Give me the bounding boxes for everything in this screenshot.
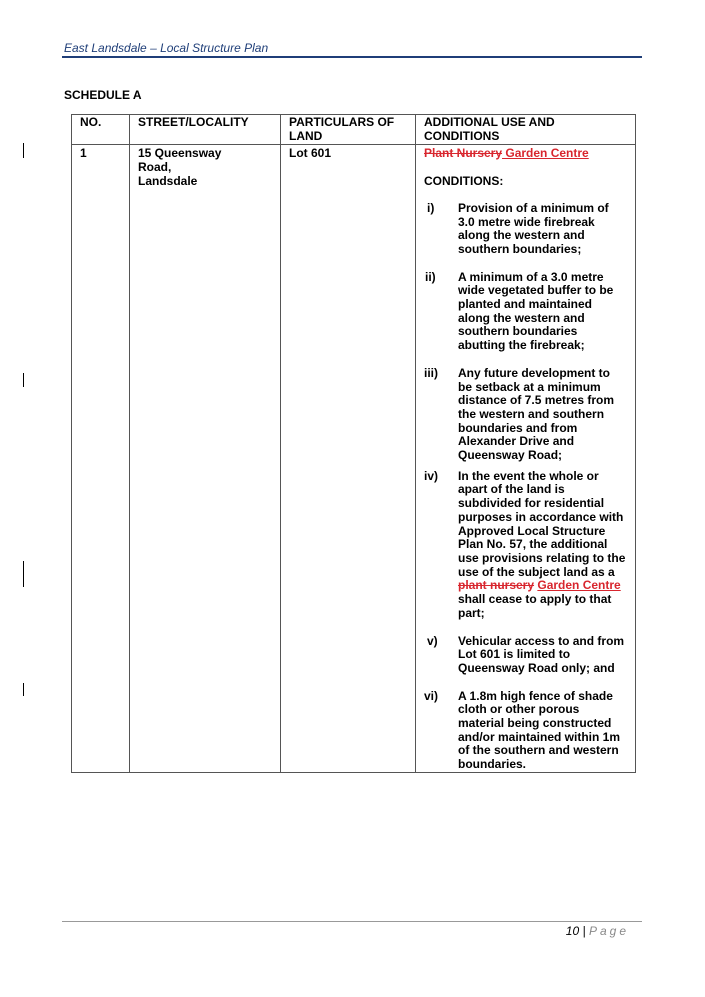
cell-use — [416, 145, 636, 772]
page-footer — [566, 924, 629, 938]
col-header-land: PARTICULARS OF LAND — [281, 115, 416, 145]
condition-number: vi) — [424, 688, 439, 703]
deleted-text: Plant Nursery — [424, 146, 503, 161]
page-label: Page — [588, 924, 629, 938]
additional-use — [424, 147, 627, 161]
header-rule — [62, 56, 642, 58]
page-number: 10 — [565, 924, 580, 938]
condition-text: Provision of a minimum of 3.0 metre wide firebreak along the western and southern boundaries; — [458, 200, 609, 256]
condition-number: i) — [427, 200, 435, 215]
condition-text-part: In the event the whole or apart of the land is subdivided for residential purposes in accordance with Approved Local Structure Plan No. 57, the additional use provisions relating to the use of the subject land as a — [458, 468, 626, 579]
cell-no: 1 — [72, 145, 130, 772]
table-row — [72, 145, 636, 772]
page-separator: | — [582, 924, 586, 938]
condition-text: Vehicular access to and from Lot 601 is limited to Queensway Road only; and — [458, 633, 625, 675]
condition-item — [424, 271, 627, 353]
condition-number: ii) — [425, 269, 436, 284]
condition-number: iv) — [424, 468, 439, 483]
cell-street — [130, 145, 281, 772]
street-line: 15 Queensway — [138, 146, 222, 161]
condition-text-part: shall cease to apply to that part; — [458, 592, 612, 620]
condition-item — [424, 470, 627, 621]
schedule-title: SCHEDULE A — [64, 88, 142, 102]
condition-item — [424, 635, 627, 676]
schedule-table — [71, 114, 636, 773]
condition-text: Any future development to be setback at a minimum distance of 7.5 metres from the western and southern boundaries and from Alexander Drive and Queensway Road; — [458, 365, 615, 463]
change-bar — [23, 561, 24, 587]
condition-text: A minimum of a 3.0 metre wide vegetated buffer to be planted and maintained along the western and southern boundaries abutting the firebreak; — [458, 269, 614, 353]
page-header-title: East Landsdale – Local Structure Plan — [64, 41, 269, 55]
condition-item — [424, 367, 627, 463]
street-line: Landsdale — [138, 173, 198, 188]
street-line: Road, — [138, 160, 172, 175]
condition-item — [424, 690, 627, 772]
col-header-use: ADDITIONAL USE AND CONDITIONS — [416, 115, 636, 145]
change-bar — [23, 373, 24, 387]
table-header-row — [72, 115, 636, 145]
condition-text: A 1.8m high fence of shade cloth or other porous material being constructed and/or maintained within 1m of the southern and western boundaries. — [458, 688, 621, 772]
change-bar — [23, 683, 24, 696]
inserted-text: Garden Centre — [502, 146, 589, 161]
cell-land: Lot 601 — [281, 145, 416, 772]
col-header-no: NO. — [72, 115, 130, 145]
condition-text — [458, 470, 627, 621]
deleted-text: plant nursery — [458, 578, 535, 593]
footer-rule — [62, 921, 642, 922]
change-bar — [23, 143, 24, 158]
conditions-label: CONDITIONS: — [424, 174, 504, 189]
inserted-text: Garden Centre — [537, 578, 621, 593]
condition-number: v) — [427, 633, 438, 648]
condition-item — [424, 202, 627, 257]
col-header-street: STREET/LOCALITY — [130, 115, 281, 145]
condition-number: iii) — [424, 365, 438, 380]
